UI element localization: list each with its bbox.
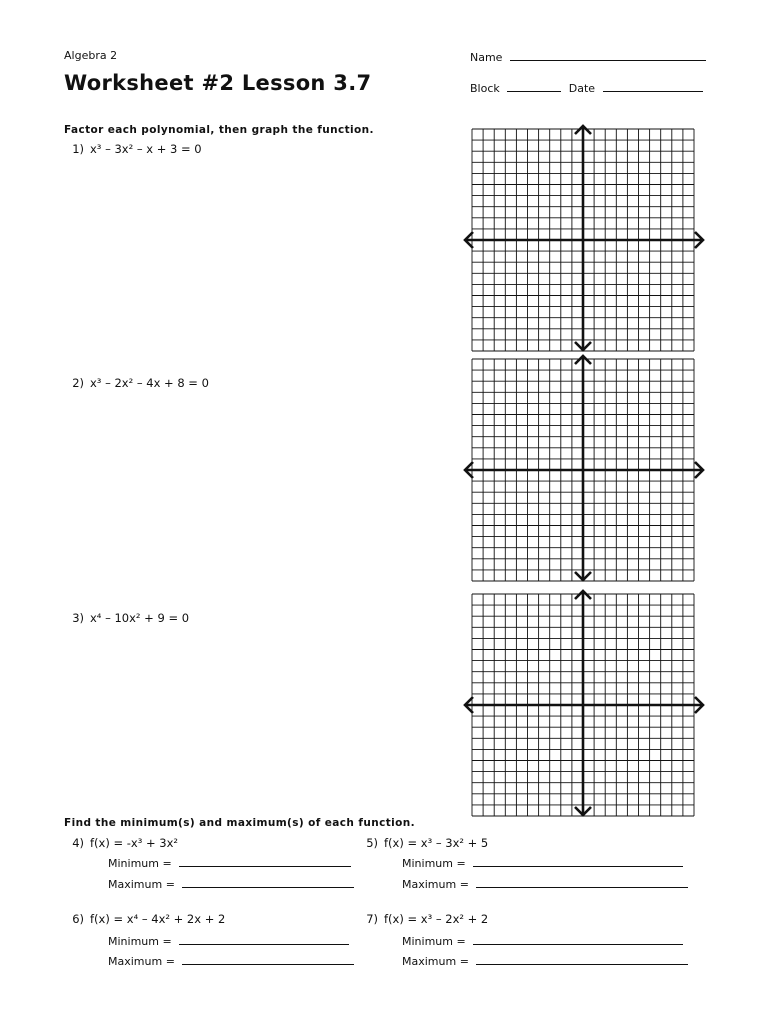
section2-instruction: Find the minimum(s) and maximum(s) of each function. bbox=[64, 817, 415, 829]
block-blank[interactable] bbox=[507, 80, 561, 92]
name-blank[interactable] bbox=[510, 49, 706, 61]
minimum-blank[interactable] bbox=[473, 933, 683, 945]
maximum-blank[interactable] bbox=[476, 953, 688, 965]
problem-number: 7) bbox=[366, 912, 378, 926]
problem-2 bbox=[64, 376, 209, 390]
date-blank[interactable] bbox=[603, 80, 703, 92]
problem-3 bbox=[64, 611, 189, 625]
maximum-field-7[interactable] bbox=[402, 953, 688, 968]
block-date-fields bbox=[470, 80, 703, 95]
page-title: Worksheet #2 Lesson 3.7 bbox=[64, 71, 372, 95]
maximum-blank[interactable] bbox=[476, 876, 688, 888]
problem-number: 5) bbox=[366, 836, 378, 850]
problem-equation: x³ – 3x² – x + 3 = 0 bbox=[90, 142, 202, 156]
problem-7 bbox=[358, 912, 488, 926]
maximum-label: Maximum = bbox=[108, 878, 175, 891]
minimum-label: Minimum = bbox=[108, 857, 172, 870]
problem-number: 2) bbox=[72, 376, 84, 390]
coordinate-grid-1[interactable] bbox=[462, 124, 706, 352]
minimum-blank[interactable] bbox=[179, 933, 349, 945]
problem-equation: f(x) = x⁴ – 4x² + 2x + 2 bbox=[90, 912, 226, 926]
maximum-label: Maximum = bbox=[402, 955, 469, 968]
minimum-label: Minimum = bbox=[402, 857, 466, 870]
minimum-field-7[interactable] bbox=[402, 933, 683, 948]
minimum-field-6[interactable] bbox=[108, 933, 349, 948]
problem-6 bbox=[64, 912, 225, 926]
coordinate-grid-3[interactable] bbox=[462, 589, 706, 817]
maximum-label: Maximum = bbox=[108, 955, 175, 968]
block-label: Block bbox=[470, 82, 500, 95]
minimum-field-5[interactable] bbox=[402, 855, 683, 870]
maximum-field-5[interactable] bbox=[402, 876, 688, 891]
minimum-blank[interactable] bbox=[179, 855, 351, 867]
section1-instruction: Factor each polynomial, then graph the function. bbox=[64, 124, 374, 136]
maximum-field-4[interactable] bbox=[108, 876, 354, 891]
problem-number: 3) bbox=[72, 611, 84, 625]
maximum-blank[interactable] bbox=[182, 876, 354, 888]
problem-1 bbox=[64, 142, 202, 156]
problem-number: 4) bbox=[72, 836, 84, 850]
name-field[interactable] bbox=[470, 49, 706, 64]
problem-equation: f(x) = -x³ + 3x² bbox=[90, 836, 179, 850]
problem-equation: f(x) = x³ – 2x² + 2 bbox=[384, 912, 489, 926]
problem-equation: x³ – 2x² – 4x + 8 = 0 bbox=[90, 376, 209, 390]
date-label: Date bbox=[568, 82, 596, 95]
minimum-label: Minimum = bbox=[402, 935, 466, 948]
name-label: Name bbox=[470, 51, 503, 64]
problem-equation: f(x) = x³ – 3x² + 5 bbox=[384, 836, 489, 850]
maximum-field-6[interactable] bbox=[108, 953, 354, 968]
problem-equation: x⁴ – 10x² + 9 = 0 bbox=[90, 611, 190, 625]
problem-number: 1) bbox=[72, 142, 84, 156]
coordinate-grid-2[interactable] bbox=[462, 354, 706, 582]
minimum-field-4[interactable] bbox=[108, 855, 351, 870]
maximum-blank[interactable] bbox=[182, 953, 354, 965]
problem-5 bbox=[358, 836, 488, 850]
problem-number: 6) bbox=[72, 912, 84, 926]
course-label: Algebra 2 bbox=[64, 49, 118, 62]
minimum-blank[interactable] bbox=[473, 855, 683, 867]
problem-4 bbox=[64, 836, 178, 850]
maximum-label: Maximum = bbox=[402, 878, 469, 891]
minimum-label: Minimum = bbox=[108, 935, 172, 948]
